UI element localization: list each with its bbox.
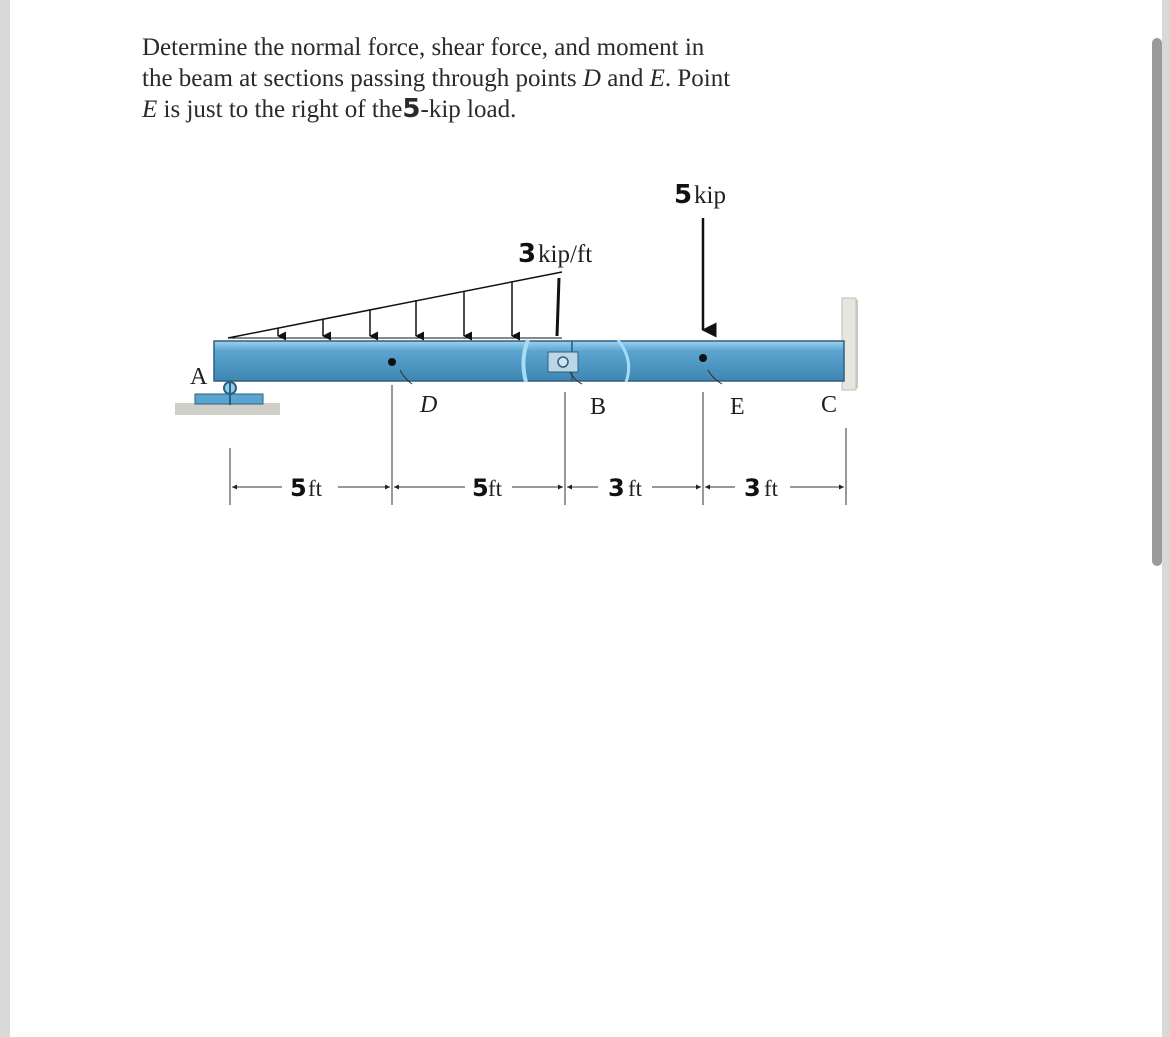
problem-var-e: E [649, 65, 665, 92]
label-a: A [190, 364, 208, 390]
hinge-pin-icon [558, 357, 568, 367]
dim-2-unit: ft [488, 476, 503, 501]
dim-3-unit: ft [628, 476, 643, 501]
problem-line-2a: the beam at sections passing through points [142, 65, 583, 92]
label-e: E [730, 394, 745, 420]
dim-4-value: 3 [744, 474, 761, 502]
dim-1-unit: ft [308, 476, 323, 501]
label-b: B [590, 394, 607, 420]
problem-line-1: Determine the normal force, shear force, and moment in [142, 34, 705, 61]
point-load-value: 5 [674, 180, 693, 210]
dim-4-unit: ft [764, 476, 779, 501]
point-e-marker [699, 354, 707, 362]
problem-var-e2: E [142, 96, 158, 123]
beam-segment-bc [572, 341, 844, 381]
dist-load-max-arrow [557, 278, 559, 336]
point-load-unit: kip [694, 182, 726, 209]
dist-load-value: 3 [518, 239, 537, 269]
problem-handwritten-5: 5 [402, 94, 421, 124]
dim-3-value: 3 [608, 474, 625, 502]
problem-var-d: D [582, 65, 601, 92]
dist-load-arrows [278, 278, 559, 336]
problem-line-2b: and [600, 65, 650, 92]
dim-1-value: 5 [290, 474, 307, 502]
problem-line-3a: is just to the right of the [157, 96, 403, 123]
problem-line-2c: . Point [664, 65, 731, 92]
problem-line-3b: -kip load. [420, 96, 517, 123]
dim-2-value: 5 [472, 474, 489, 502]
label-d: D [420, 392, 438, 418]
label-c: C [821, 392, 838, 418]
dist-load-unit: kip/ft [538, 241, 593, 268]
ground-base [175, 403, 280, 415]
point-d-marker [388, 358, 396, 366]
